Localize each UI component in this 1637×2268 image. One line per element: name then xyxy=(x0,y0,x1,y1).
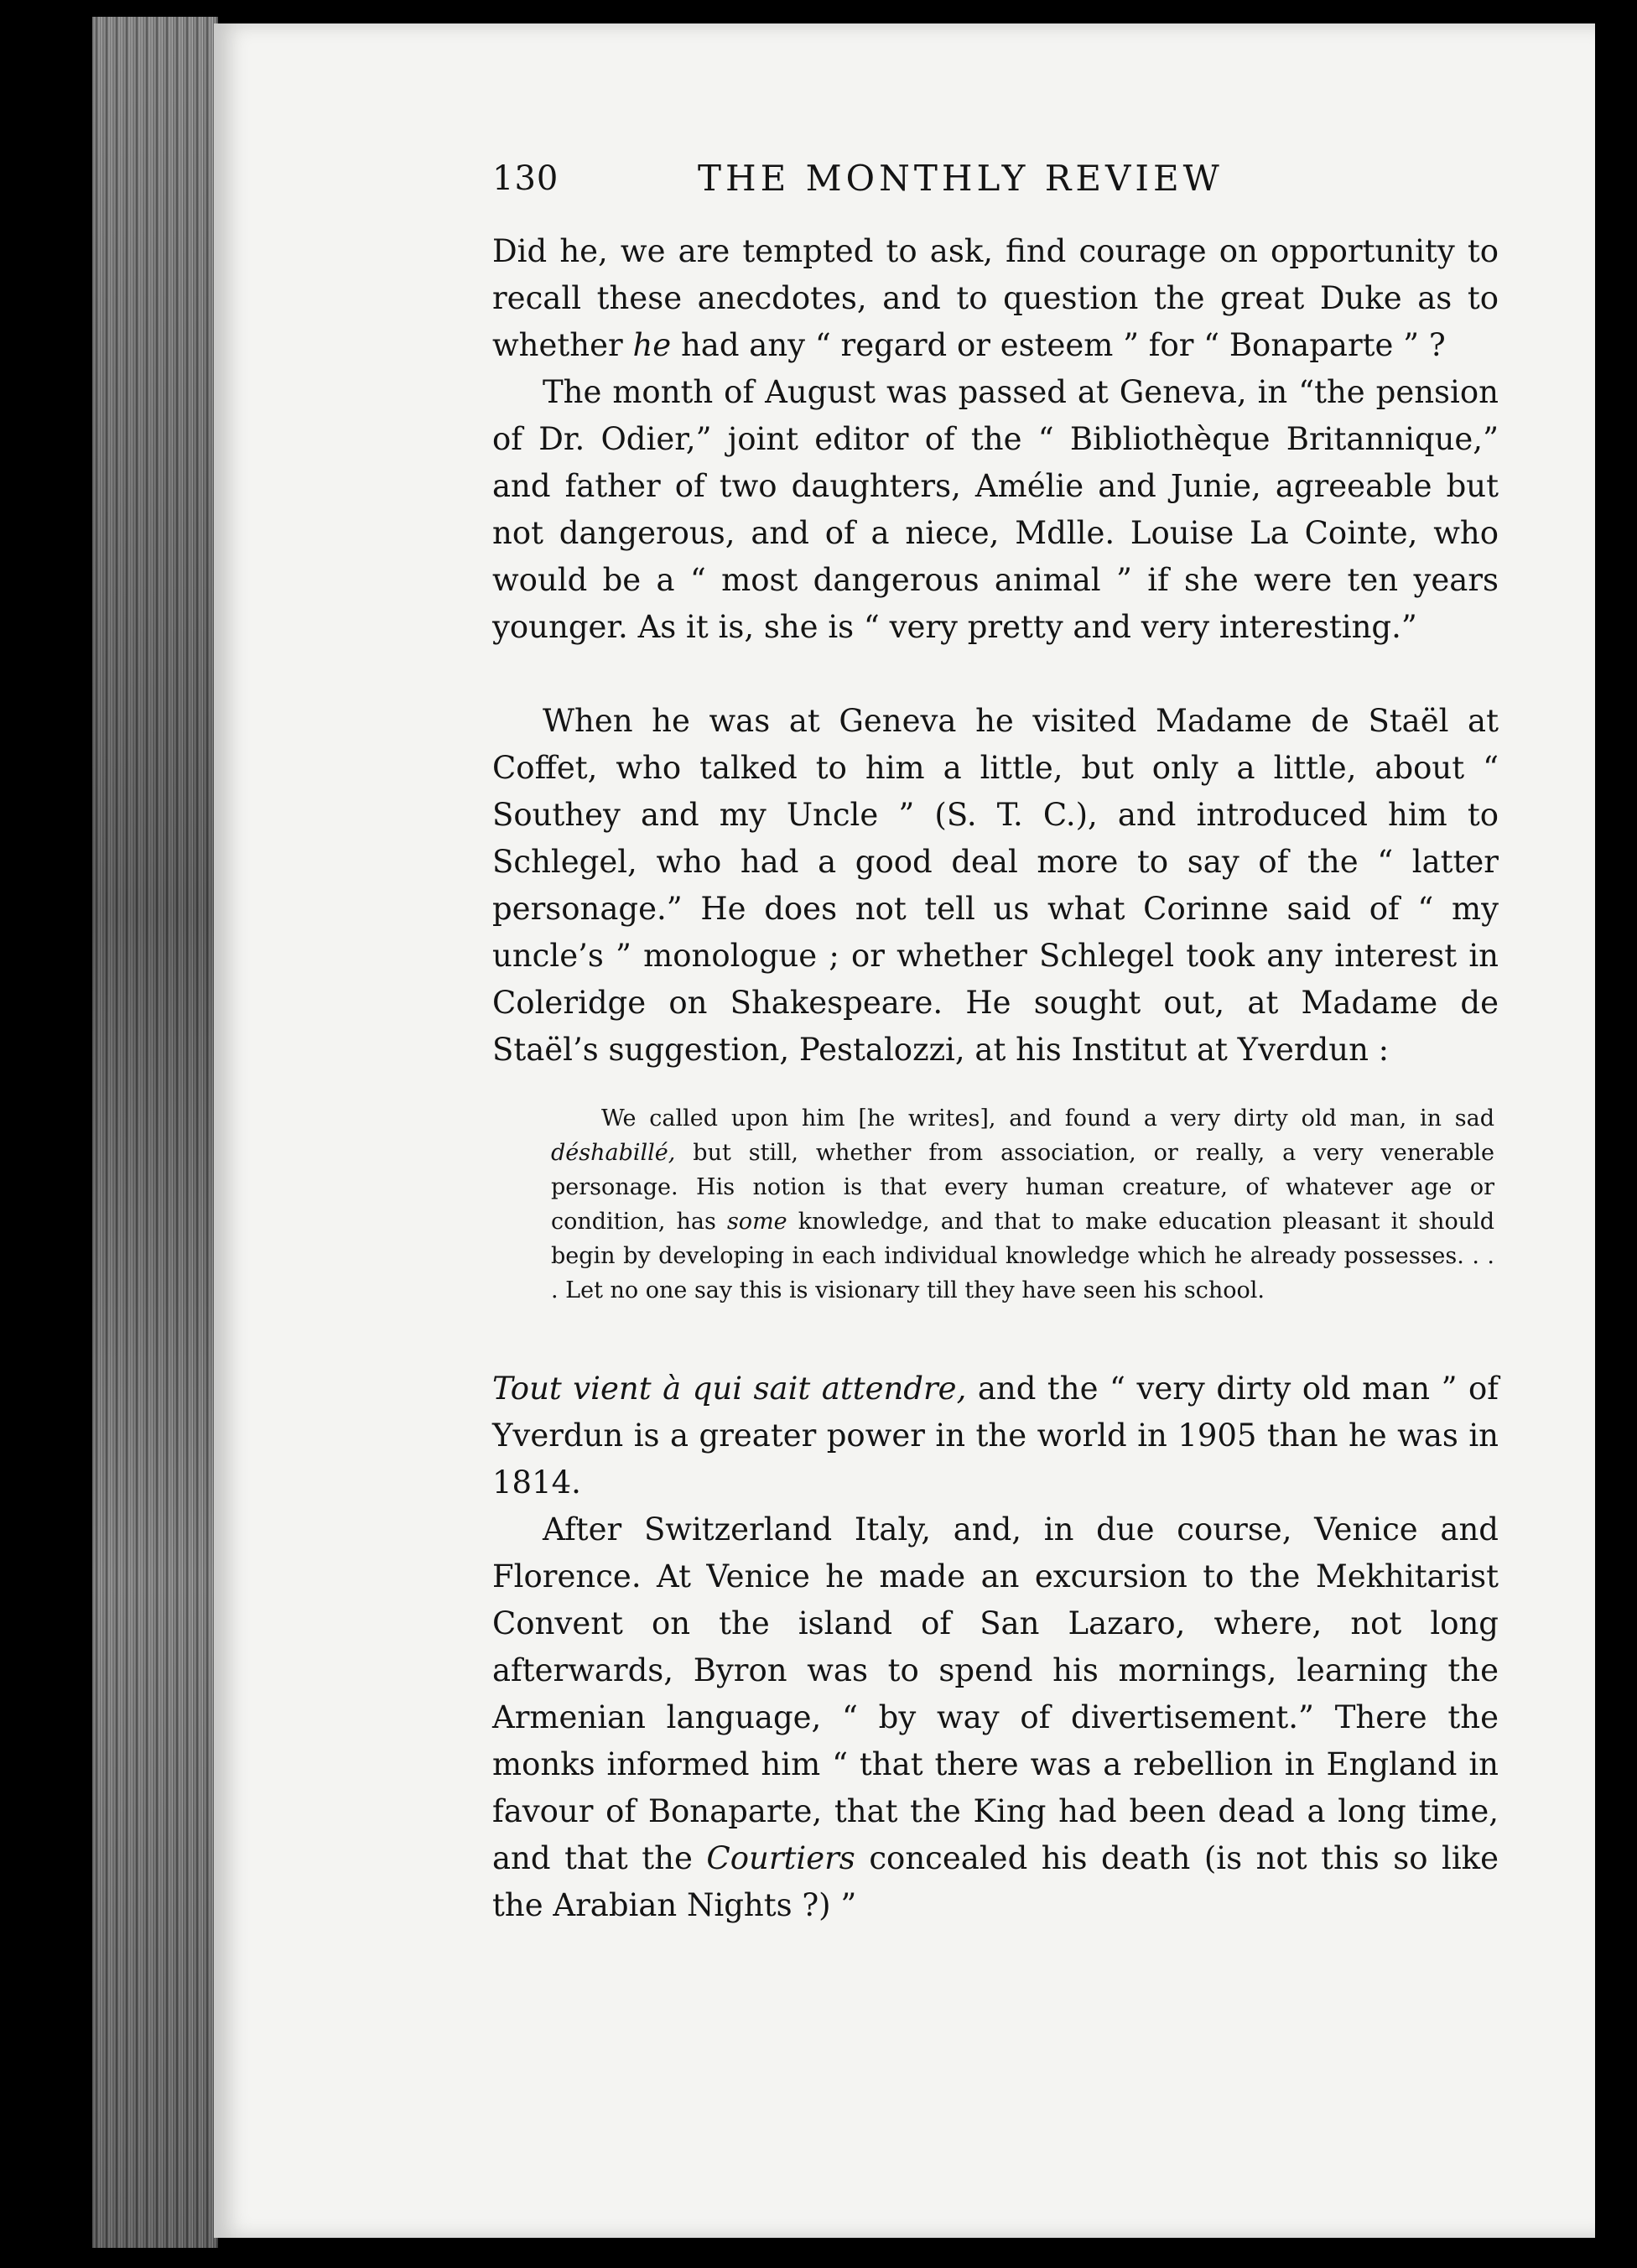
paragraph-text: When he was at Geneva he visited Madame de Staël at Coffet, who talked to him a little, but only a little, about “ Southey and my Uncle ” (S. T. C.), and introduced him to Schlegel, who had a good deal more to say of the “ latter personage.” He does not tell us what Corinne said of “ my uncle’s ” monologue ; or whether Schlegel took any interest in Coleridge on Shakespeare. He sought out, at Madame de Staël’s suggestion, Pestalozzi, at his Institut at Yverdun : xyxy=(492,703,1499,1068)
paragraph-3 xyxy=(492,698,1499,1074)
journal-title: THE MONTHLY REVIEW xyxy=(698,158,1224,199)
paragraph-1 xyxy=(492,228,1499,369)
book-page-edges xyxy=(92,17,218,2248)
italic-text: some xyxy=(726,1209,787,1235)
page-number: 130 xyxy=(492,159,559,198)
scan-border xyxy=(1595,0,1637,2268)
paragraph-5 xyxy=(492,1506,1499,1929)
paragraph-text: Did he, we are tempted to ask, find courage on opportunity to recall these anecdotes, and to question the great Duke as to whether he had any “ regard or esteem ” for “ Bonaparte ” ? xyxy=(492,233,1499,363)
italic-text: Tout vient à qui sait attendre, xyxy=(492,1371,967,1407)
paragraph-text: After Switzerland Italy, and, in due course, Venice and Florence. At Venice he made an excursion to the Mekhitarist Convent on the island of San Lazaro, where, not long afterwards, Byron was to spend his mornings, learning the Armenian language, “ by way of divertisement.” There the monks informed him “ that there was a rebellion in England in favour of Bonaparte, that the King had been dead a long time, and that the Courtiers concealed his death (is not this so like the Arabian Nights ?) ” xyxy=(492,1511,1499,1923)
quote-text: We called upon him [he writes], and found a very dirty old man, in sad déshabillé, but still, whether from association, or really, a very venerable personage. His notion is that every human creature, of whatever age or condition, has some knowledge, and that to make education pleasant it should begin by developing in each individual knowledge which he already possesses. . . . Let no one say this is visionary till they have seen his school. xyxy=(551,1105,1495,1303)
italic-text: déshabillé, xyxy=(551,1140,676,1166)
italic-text: he xyxy=(632,327,672,363)
paragraph-2 xyxy=(492,369,1499,651)
running-head xyxy=(278,159,1494,210)
paragraph-4 xyxy=(492,1365,1499,1506)
paragraph-text: The month of August was passed at Geneva, in “the pension of Dr. Odier,” joint editor of the “ Bibliothèque Britannique,” and father of two daughters, Amélie and Junie, agreeable but not dangerous, and of a niece, Mdlle. Louise La Cointe, who would be a “ most dangerous animal ” if she were ten years younger. As it is, she is “ very pretty and very interesting.” xyxy=(492,374,1499,645)
paragraph-text: Tout vient à qui sait attendre, and the “ very dirty old man ” of Yverdun is a greater power in the world in 1905 than he was in 1814. xyxy=(492,1371,1499,1501)
block-quote xyxy=(551,1101,1494,1308)
italic-text: Courtiers xyxy=(706,1840,855,1876)
